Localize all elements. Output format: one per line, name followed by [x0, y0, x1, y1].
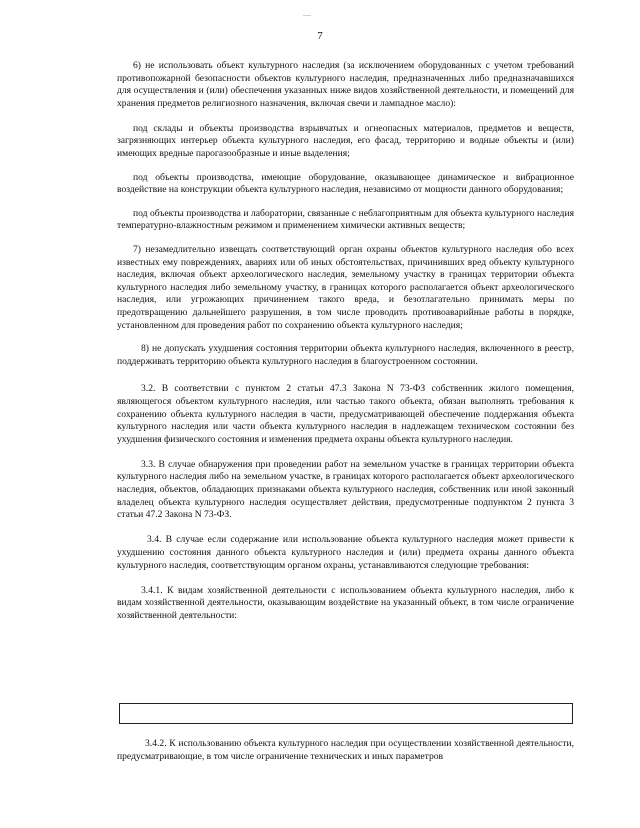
paragraph-warehouses: под склады и объекты производства взрывчатых и огнеопасных материалов, предметов и веществ, загрязняющих интерьер объекта культурного наследия, его фасад, территорию и водные объекты и (или) имеющих вредные парогазообразные и иные выделения; [117, 122, 574, 160]
paragraph-3-4-1: 3.4.1. К видам хозяйственной деятельности с использованием объекта культурного наследия, либо к видам хозяйственной деятельности, оказывающим воздействие на указанный объект, в том числе ограничение хозяйственной деятельности: [117, 584, 574, 621]
paragraph-3-3: 3.3. В случае обнаружения при проведении работ на земельном участке в границах территории объекта культурного наследия либо на земельном участке, в границах которого располагается объект археологического наследия, объектов, обладающих признаками объекта культурного наследия, собственник или иной законный владелец объекта культурного наследия осуществляет действия, предусмотренные подпунктом 2 пункта 3 статьи 47.2 Закона N 73-ФЗ. [117, 458, 574, 521]
page-number: 7 [317, 30, 323, 42]
paragraph-3-2: 3.2. В соответствии с пунктом 2 статьи 47.3 Закона N 73-ФЗ собственник жилого помещения, являющегося объектом культурного наследия, или частью такого объекта, обязан выполнять требования к сохранению объекта культурного наследия в части, предусматривающей обеспечение поддержания объекта культурного наследия или части объекта культурного наследия в надлежащем техническом состоянии без ухудшения физического состояния и изменения предмета охраны объекта культурного наследия. [117, 383, 574, 445]
paragraph-laboratories: под объекты производства и лаборатории, связанные с неблагоприятным для объекта культурного наследия температурно-влажностным режимом и применением химически активных веществ; [117, 207, 574, 232]
paragraph-production-equipment: под объекты производства, имеющие оборудование, оказывающее динамическое и вибрационное воздействие на конструкции объекта культурного наследия, независимо от мощности данного оборудования; [117, 171, 574, 196]
paragraph-item-8: 8) не допускать ухудшения состояния территории объекта культурного наследия, включенного в реестр, поддерживать территорию объекта культурного наследия в благоустроенном состоянии. [117, 343, 574, 367]
document-body [117, 60, 574, 635]
paragraph-3-4: 3.4. В случае если содержание или использование объекта культурного наследия может привести к ухудшению состояния данного объекта культурного наследия и (или) предмета охраны данного объекта культурного наследия, соответствующим органом охраны, устанавливаются следующие требования: [117, 534, 574, 571]
scan-artifact [303, 15, 311, 16]
restriction-text-box[interactable] [119, 703, 573, 724]
paragraph-3-4-2: 3.4.2. К использованию объекта культурного наследия при осуществлении хозяйственной деятельности, предусматривающие, в том числе ограничение технических и иных параметров [117, 738, 574, 762]
paragraph-item-7: 7) незамедлительно извещать соответствующий орган охраны объектов культурного наследия обо всех известных ему повреждениях, авариях или об иных обстоятельствах, причинивших вред объекту культурного наследия, включая объект археологического наследия, земельному участку в границах территории объекта культурного наследия либо земельному участку, в границах которого располагается объект археологического наследия, или угрожающих причинением такого вреда, и безотлагательно принимать меры по предотвращению дальнейшего разрушения, в том числе проводить противоаварийные работы в порядке, установленном для проведения работ по сохранению объекта культурного наследия; [117, 244, 574, 331]
paragraph-item-6: 6) не использовать объект культурного наследия (за исключением оборудованных с учетом требований противопожарной безопасности объектов культурного наследия, предназначенных либо предназначавшихся для осуществления и (или) обеспечения указанных ниже видов хозяйственной деятельности, и помещений для хранения предметов религиозного назначения, включая свечи и лампадное масло): [117, 60, 574, 109]
